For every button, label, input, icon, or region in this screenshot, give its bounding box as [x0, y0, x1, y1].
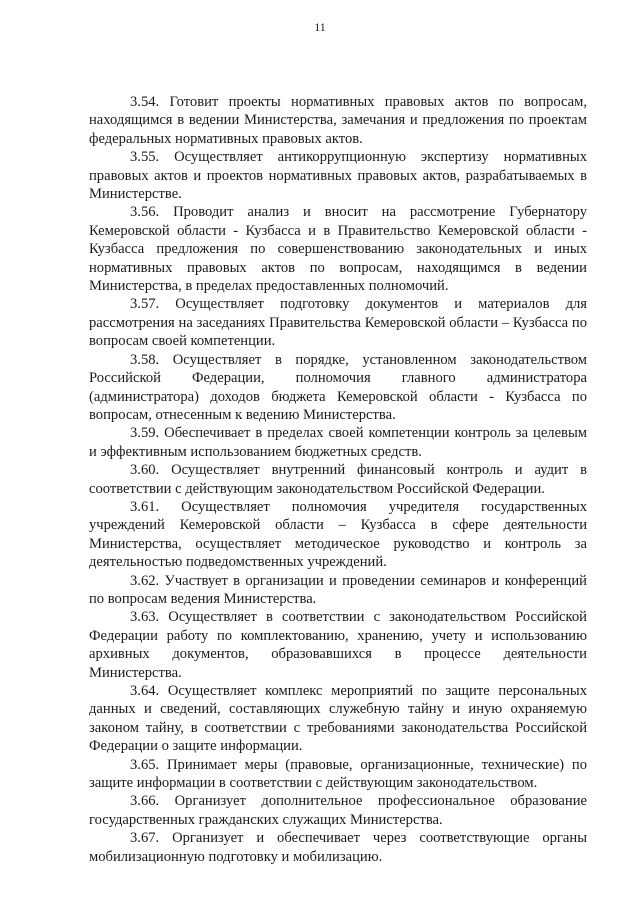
paragraph-3-65: 3.65. Принимает меры (правовые, организационные, технические) по защите информации в соответствии с действующим законодательством.: [89, 756, 587, 792]
paragraph-3-67: 3.67. Организует и обеспечивает через соответствующие органы мобилизационную подготовку и мобилизацию.: [89, 830, 587, 865]
paragraph-3-59: 3.59. Обеспечивает в пределах своей компетенции контроль за целевым и эффективным использованием бюджетных средств.: [89, 425, 587, 460]
page-number: 11: [314, 20, 326, 34]
paragraph-3-56: 3.56. Проводит анализ и вносит на рассмотрение Губернатору Кемеровской области - Кузбасса и в Правительство Кемеровской области - Кузбасса предложения по совершенствованию законодательных и иных нормативных правовых актов по вопросам, находящимся в ведении Министерства, в пределах предоставленных полномочий.: [89, 204, 587, 295]
paragraph-3-54: 3.54. Готовит проекты нормативных правовых актов по вопросам, находящимся в ведении Министерства, замечания и предложения по проектам федеральных нормативных правовых актов.: [89, 94, 587, 147]
paragraph-3-66: 3.66. Организует дополнительное профессиональное образование государственных гражданских служащих Министерства.: [89, 793, 587, 828]
paragraph-3-63: 3.63. Осуществляет в соответствии с законодательством Российской Федерации работу по комплектованию, хранению, учету и использованию архивных документов, образовавшихся в процессе деятельности Министерства.: [89, 609, 587, 681]
document-body: [89, 93, 587, 866]
paragraph-3-62: 3.62. Участвует в организации и проведении семинаров и конференций по вопросам ведения Министерства.: [89, 572, 587, 607]
paragraph-3-60: 3.60. Осуществляет внутренний финансовый контроль и аудит в соответствии с действующим законодательством Российской Федерации.: [89, 462, 587, 497]
paragraph-3-64: 3.64. Осуществляет комплекс мероприятий по защите персональных данных и сведений, составляющих служебную тайну и иную охраняемую законом тайну, в соответствии с требованиями законодательства Российской Федерации о защите информации.: [89, 683, 587, 755]
paragraph-3-61: 3.61. Осуществляет полномочия учредителя государственных учреждений Кемеровской области – Кузбасса в сфере деятельности Министерства, осуществляет методическое руководство и контроль за деятельностью подведомственных учреждений.: [89, 498, 587, 571]
paragraph-3-57: 3.57. Осуществляет подготовку документов и материалов для рассмотрения на заседаниях Правительства Кемеровской области – Кузбасса по вопросам своей компетенции.: [89, 296, 587, 350]
paragraph-3-58: 3.58. Осуществляет в порядке, установленном законодательством Российской Федерации, полномочия главного администратора (администратора) доходов бюджета Кемеровской области - Кузбасса по вопросам, отнесенным к ведению Министерства.: [89, 351, 587, 423]
paragraph-3-55: 3.55. Осуществляет антикоррупционную экспертизу нормативных правовых актов и проектов нормативных правовых актов, разрабатываемых в Министерстве.: [89, 149, 587, 203]
